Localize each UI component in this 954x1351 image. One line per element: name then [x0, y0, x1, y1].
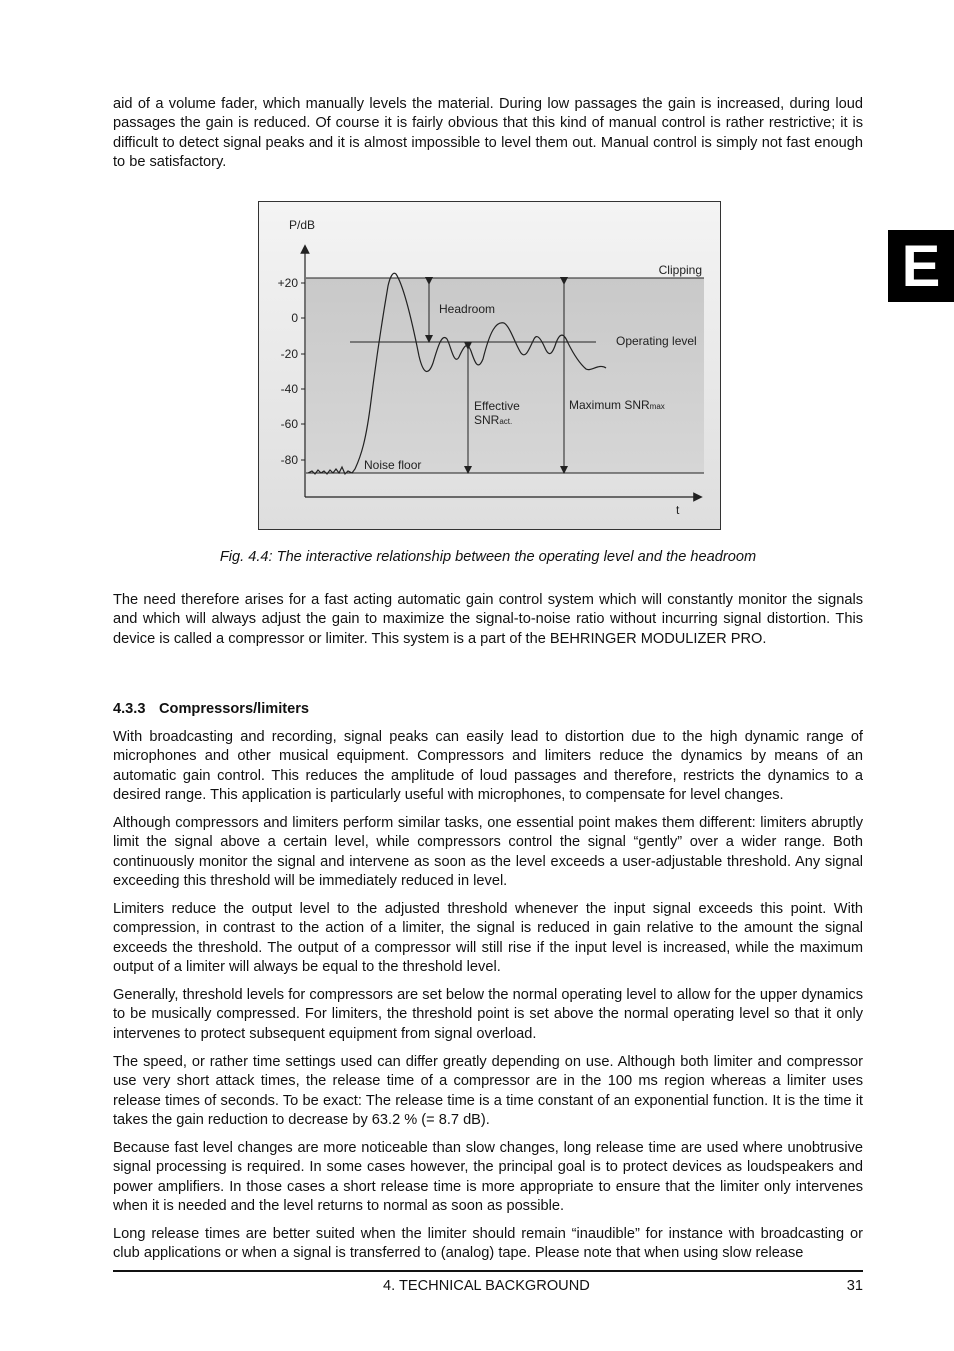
- y-axis-label: P/dB: [289, 218, 316, 232]
- operating-level-label: Operating level: [616, 334, 697, 348]
- tick-label-minus80: -80: [280, 453, 298, 467]
- footer-page-number: 31: [846, 1278, 863, 1294]
- dynamic-range-band: [306, 278, 704, 473]
- paragraph-body: The speed, or rather time settings used can differ greatly depending on use. Although both limiter and compressor use very short attack times, the release time of a compressor are in the 100 ms region whereas a limiter uses release times of seconds. To be exact: The release time is a time constant of an exponential function. It is the time it takes the gain reduction to decrease by 63.2 % (= 8.7 dB).: [113, 1054, 863, 1128]
- level-diagram: [258, 201, 721, 530]
- paragraph-body: Long release times are better suited when the limiter should remain “inaudible” for instance with broadcasting or club applications or when a signal is transferred to (analog) tape. Please note that when using slow release: [113, 1226, 863, 1262]
- section-heading: [113, 701, 309, 717]
- footer-chapter: 4. TECHNICAL BACKGROUND: [383, 1278, 590, 1294]
- tick-label-minus20: -20: [280, 347, 298, 361]
- tick-label-plus20: +20: [277, 276, 298, 290]
- figure-caption: Fig. 4.4: The interactive relationship between the operating level and the headroom: [219, 549, 757, 565]
- noise-floor-label: Noise floor: [364, 458, 422, 472]
- section-title: Compressors/limiters: [159, 701, 310, 717]
- paragraph-body: Because fast level changes are more noticeable than slow changes, long release time are used where unobtrusive signal processing is required. In some cases however, the principal goal is to protect devices as loudspeakers and power amplifiers. In those cases a short release time is more appropriate to ensure that the limiter only intervenes when it is needed and the level returns to normal as soon as possible.: [113, 1140, 863, 1214]
- maximum-snr-label: Maximum SNRmax: [569, 398, 665, 412]
- clipping-label: Clipping: [658, 263, 702, 277]
- tick-label-minus40: -40: [280, 382, 298, 396]
- tick-label-0: 0: [291, 311, 298, 325]
- paragraph-body: Limiters reduce the output level to the adjusted threshold whenever the input signal exceeds this point. With compression, in contrast to the action of a limiter, the signal is reduced in gain relative to the amount the signal exceeds the threshold. The output of a compressor will still rise if the input level is increased, while the maximum output of a limiter will always be equal to the threshold level.: [113, 901, 863, 975]
- x-axis-label: t: [676, 503, 680, 517]
- effective-snr-label-line2: SNRact.: [474, 413, 513, 427]
- effective-snr-label: Effective: [474, 399, 520, 413]
- section-number: 4.3.3: [113, 701, 146, 717]
- paragraph-need: The need therefore arises for a fast acting automatic gain control system which will constantly monitor the signals and which will always adjust the gain to maximize the signal-to-noise ratio without incurring signal distortion. This device is called a compressor or limiter. This system is a part of the BEHRINGER MODULIZER PRO.: [113, 592, 863, 647]
- paragraph-body: Generally, threshold levels for compressors are set below the normal operating level to allow for the upper dynamics to be musically compressed. For limiters, the threshold point is set above the normal operating level so that it only intervenes to protect subsequent equipment from signal overload.: [113, 987, 863, 1042]
- paragraph-body: With broadcasting and recording, signal peaks can easily lead to distortion due to the high dynamic range of microphones and other musical equipment. Compressors and limiters reduce the dynamics by means of an automatic gain control. This reduces the amplitude of loud passages and therefore, restricts the dynamics to a desired range. This application is particularly useful with microphones, to compensate for level changes.: [113, 729, 863, 803]
- tick-label-minus60: -60: [280, 417, 298, 431]
- footer-rule: [113, 1270, 863, 1272]
- paragraph-body: Although compressors and limiters perform similar tasks, one essential point makes them different: limiters abruptly limit the signal above a certain level, while compressors control the signal “gently” over a wider range. Both continuously monitor the signal and intervene as soon as the level exceeds a user-adjustable threshold. Any signal exceeding this threshold will be immediately reduced in level.: [113, 815, 863, 889]
- section-tab-e: E: [888, 230, 954, 302]
- figure-4-4: [258, 201, 721, 530]
- headroom-label: Headroom: [439, 302, 496, 316]
- intro-paragraph: aid of a volume fader, which manually levels the material. During low passages the gain is increased, during loud passages the gain is reduced. Of course it is fairly obvious that this kind of manual control is rather restrictive; it is difficult to detect signal peaks and it is almost impossible to level them out. Manual control is simply not fast enough to be satisfactory.: [113, 96, 863, 170]
